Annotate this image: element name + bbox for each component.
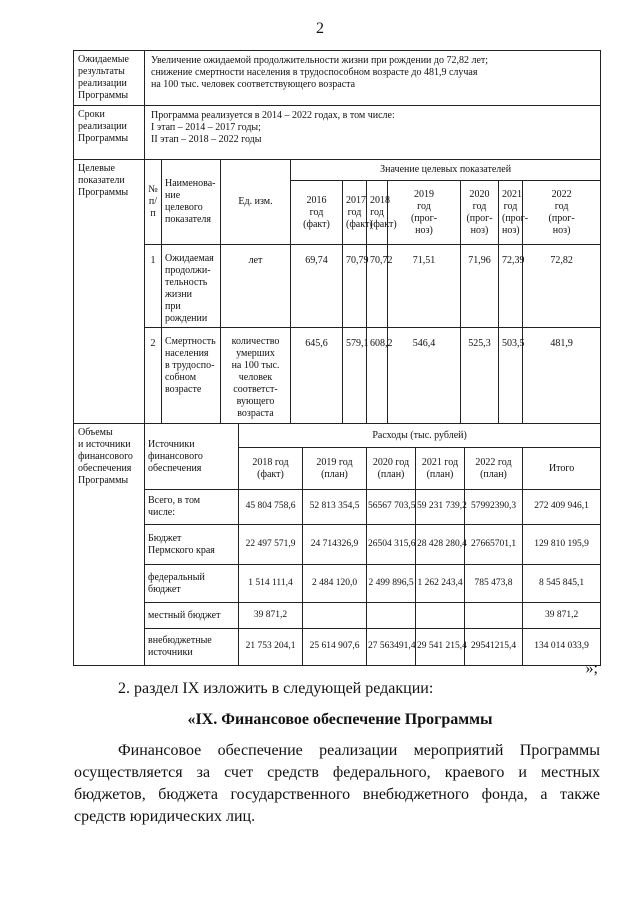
text-line: реализации [78, 121, 127, 132]
text-line: (прог- [410, 212, 438, 224]
text-line: показатели [78, 175, 125, 186]
target-row-unit [221, 328, 291, 424]
funding-value: 59 231 739,2 [416, 490, 465, 525]
text-line: (прог- [548, 212, 575, 224]
text-line: возраста [237, 408, 274, 419]
funding-value [303, 603, 367, 629]
targets-col-name [162, 160, 221, 245]
text-line: 2019 [414, 188, 434, 200]
funding-value [416, 603, 465, 629]
text-line: местный бюджет [148, 609, 221, 621]
terms-label [74, 106, 145, 160]
text-line: I этап – 2014 – 2017 годы; [151, 122, 261, 133]
text-line: источники [148, 647, 193, 658]
target-value: 645,6 [291, 328, 343, 424]
text-line: населения [165, 348, 209, 359]
text-line: (прог- [502, 212, 529, 224]
text-line: (план) [426, 468, 454, 480]
target-value: 525,3 [461, 328, 499, 424]
text-line: 2022 год [475, 456, 512, 468]
funding-label [74, 424, 145, 666]
funding-year-2019 [303, 448, 367, 490]
funding-total: 272 409 946,1 [523, 490, 601, 525]
funding-value: 2 484 120,0 [303, 565, 367, 603]
target-value: 608,2 [367, 328, 388, 424]
expected-results-text [145, 51, 601, 106]
target-row-name [162, 245, 221, 328]
text-line: и источники [78, 439, 131, 450]
text-line: Всего, в том [148, 495, 201, 506]
table-row [74, 565, 601, 603]
targets-year-2020 [461, 181, 499, 245]
text-line: ноз) [552, 224, 571, 236]
text-line: 2018 [370, 194, 390, 206]
funding-value: 2 499 896,5 [367, 565, 416, 603]
funding-value [465, 603, 523, 629]
text-line: (факт) [346, 218, 373, 230]
funding-total: 134 014 033,9 [523, 629, 601, 666]
table-row [74, 245, 601, 328]
text-line: обеспечения [78, 463, 132, 474]
text-line: ноз) [502, 224, 520, 236]
funding-value: 26504 315,6 [367, 525, 416, 565]
targets-year-2022 [523, 181, 601, 245]
text-line: Ожидаемая [165, 253, 214, 264]
text-line: Программы [78, 90, 129, 101]
table-row [74, 525, 601, 565]
targets-year-2021 [499, 181, 529, 245]
target-value: 481,9 [523, 328, 601, 424]
funding-year-2021 [416, 448, 465, 490]
text-line: финансового [148, 450, 203, 462]
text-line: Источники [148, 438, 195, 450]
target-row-unit [221, 245, 291, 328]
text-line: № [148, 184, 158, 195]
text-line: в трудоспо- [165, 360, 215, 371]
text-line: Увеличение ожидаемой продолжительности жизни при рождении до 72,82 лет; [151, 55, 489, 66]
text-line: (план) [321, 468, 348, 480]
funding-total: 129 810 195,9 [523, 525, 601, 565]
text-line: соответст- [233, 384, 278, 395]
item-2-text: 2. раздел IX изложить в следующей редакции: [118, 680, 434, 697]
funding-value: 29541215,4 [465, 629, 523, 666]
funding-value: 27 563491,4 [367, 629, 416, 666]
funding-source [145, 603, 239, 629]
text-line: (факт) [257, 468, 284, 480]
funding-value: 29 541 215,4 [416, 629, 465, 666]
funding-value: 39 871,2 [239, 603, 303, 629]
text-line: 2019 год [316, 456, 353, 468]
targets-year-2019 [388, 181, 461, 245]
text-line: внебюджетные [148, 635, 212, 646]
text-line: человек [238, 372, 273, 383]
targets-year-2017 [343, 181, 373, 245]
text-line: II этап – 2018 – 2022 годы [151, 134, 262, 145]
text-line: бюджет [148, 583, 181, 595]
text-line: год [370, 206, 384, 218]
funding-year-2022 [465, 448, 523, 490]
text-line: Наименова- [165, 178, 216, 189]
funding-value: 27665701,1 [465, 525, 523, 565]
text-line: умерших [236, 348, 275, 359]
expected-results-label [74, 51, 145, 106]
target-value: 69,74 [291, 245, 343, 328]
funding-value: 24 714326,9 [303, 525, 367, 565]
text-line: 2020 год [372, 456, 410, 468]
table-row [74, 328, 601, 424]
text-line: 2021 год [421, 456, 459, 468]
text-line: год [417, 200, 431, 212]
funding-year-2018 [239, 448, 303, 490]
funding-value: 28 428 280,4 [416, 525, 465, 565]
text-line: на 100 тыс. человек соответствующего возраста [151, 79, 356, 90]
text-line: год [503, 200, 518, 212]
funding-source [145, 525, 239, 565]
target-value: 71,96 [461, 245, 499, 328]
text-line: показателя [165, 214, 212, 225]
text-line: 2020 [469, 188, 490, 200]
text-line: продолжи- [165, 265, 211, 276]
text-line: (факт) [303, 218, 330, 230]
text-line: при рождении [165, 301, 208, 324]
funding-expenses-header: Расходы (тыс. рублей) [239, 424, 601, 448]
target-value: 71,51 [388, 245, 461, 328]
text-line: год [347, 206, 362, 218]
funding-value: 45 804 758,6 [239, 490, 303, 525]
text-line: год [554, 200, 569, 212]
funding-value: 1 262 243,4 [416, 565, 465, 603]
text-line: ние целевого [165, 190, 203, 213]
terms-text [145, 106, 601, 160]
target-value: 70,79 [343, 245, 367, 328]
text-line: ноз) [470, 224, 489, 236]
target-row-name [162, 328, 221, 424]
text-line: снижение смертности населения в трудоспособном возрасте до 481,9 случая [151, 67, 478, 78]
targets-col-num [145, 160, 162, 245]
text-line: жизни [165, 289, 192, 300]
text-line: Ожидаемые [78, 54, 129, 65]
text-line: лет [248, 255, 263, 266]
funding-total: 39 871,2 [523, 603, 601, 629]
target-value: 72,39 [499, 245, 523, 328]
text-line: год [472, 200, 487, 212]
text-line: вующего [236, 396, 275, 407]
targets-year-2016 [291, 181, 343, 245]
funding-value: 21 753 204,1 [239, 629, 303, 666]
table-row [74, 603, 601, 629]
text-line: тельность [165, 277, 208, 288]
text-line: собном [165, 372, 197, 383]
text-line: Целевые [78, 163, 115, 174]
text-line: Программы [78, 475, 129, 486]
target-value: 579,1 [343, 328, 367, 424]
funding-value: 22 497 571,9 [239, 525, 303, 565]
funding-source [145, 629, 239, 666]
text-line: (план) [377, 468, 405, 480]
funding-value: 52 813 354,5 [303, 490, 367, 525]
text-line: Объемы [78, 427, 113, 438]
text-line: числе: [148, 507, 176, 518]
text-line: п/п [148, 196, 158, 219]
text-line: обеспечения [148, 462, 202, 474]
text-line: Пермского края [148, 544, 215, 556]
text-line: на 100 тыс. [231, 360, 280, 371]
funding-source [145, 490, 239, 525]
targets-year-2018 [367, 181, 397, 245]
text-line: ноз) [415, 224, 433, 236]
text-line: (прог- [466, 212, 493, 224]
text-line: 2017 [346, 194, 366, 206]
text-line: возрасте [165, 384, 202, 395]
table-row [74, 490, 601, 525]
targets-label [74, 160, 145, 424]
text-line: (факт) [370, 218, 397, 230]
text-line: Смертность [165, 336, 216, 347]
text-line: Бюджет [148, 532, 182, 544]
text-line: Сроки [78, 109, 105, 120]
table-row [74, 629, 601, 666]
text-line: результаты [78, 66, 125, 77]
target-row-num: 1 [145, 245, 162, 328]
text-line: федеральный [148, 571, 205, 583]
text-line: финансового [78, 451, 133, 462]
funding-value [367, 603, 416, 629]
financing-paragraph: Финансовое обеспечение реализации мероприятий Программы осуществляется за счет средств федерального, краевого и местных бюджетов, бюджета государственного внебюджетного фонда, а также средств юридических лиц. [74, 742, 600, 825]
text-line: 2018 год [252, 456, 289, 468]
funding-value: 785 473,8 [465, 565, 523, 603]
funding-value: 25 614 907,6 [303, 629, 367, 666]
text-line: Программы [78, 133, 129, 144]
funding-value: 1 514 111,4 [239, 565, 303, 603]
text-line: количество [231, 336, 280, 347]
funding-value: 57992390,3 [465, 490, 523, 525]
section-heading: «IX. Финансовое обеспечение Программы [187, 711, 493, 728]
target-row-num: 2 [145, 328, 162, 424]
passport-table [73, 50, 601, 666]
text-line: год [309, 206, 324, 218]
funding-year-2020 [367, 448, 416, 490]
text-line: 2022 [551, 188, 572, 200]
text-line: реализации [78, 78, 127, 89]
text-line: Программы [78, 187, 129, 198]
funding-col-source [145, 424, 239, 490]
text-line: 2021 [502, 188, 522, 200]
target-value: 70,72 [367, 245, 388, 328]
target-value: 546,4 [388, 328, 461, 424]
target-value: 503,5 [499, 328, 523, 424]
text-line: 2016 [306, 194, 327, 206]
funding-value: 56567 703,5 [367, 490, 416, 525]
closing-quote-mark: »; [585, 660, 598, 677]
targets-col-unit: Ед. изм. [221, 160, 291, 245]
targets-values-header: Значение целевых показателей [291, 160, 601, 181]
funding-source [145, 565, 239, 603]
text-line: Программа реализуется в 2014 – 2022 годах, в том числе: [151, 110, 395, 121]
target-value: 72,82 [523, 245, 601, 328]
page-number: 2 [316, 20, 324, 37]
funding-total-col: Итого [523, 448, 601, 490]
funding-total: 8 545 845,1 [523, 565, 601, 603]
text-line: (план) [480, 468, 507, 480]
